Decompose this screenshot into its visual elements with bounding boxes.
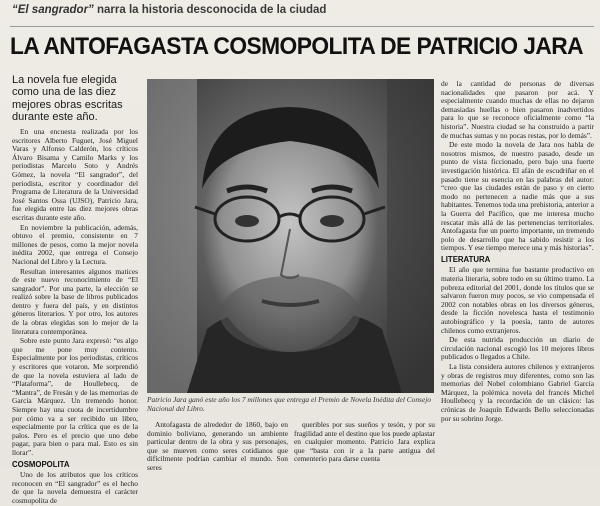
portrait-image [147, 79, 434, 393]
column-1 [12, 127, 138, 505]
column-3 [441, 80, 594, 465]
kicker-rule [10, 26, 594, 27]
paragraph: En una encuesta realizada por los escritores Alberto Fuguet, José Miguel Varas y Alfonso Calderón, los críticos Álvaro Bisama y Camilo Marks y los periodistas Marcelo Soto y Andrés Gómez, la novela “El sangrador”, del periodista, escritor y coordinador del Programa de Literatura de la Universidad José Santos Ossa (UJSO), Patricio Jara, fue elegida entre las diez mejores obras escritas durante este año. [12, 127, 138, 222]
paragraph: De esta nutrida producción un diario de circulación nacional escogió los 10 mejores libros publicados o llegados a Chile. [441, 335, 594, 362]
paragraph: La lista considera autores chilenos y extranjeros y obras de registros muy diferentes, como son las memorias del Nobel colombiano Gabriel García Márquez, la polémica novela del francés Michel Houllebecq y la recordación de un clásico: las crónicas de Joaquín Edwards Bello seleccionadas por su sobrino Jorge. [441, 362, 594, 423]
paragraph: Uno de los atributos que los críticos reconocen en “El sangrador” es el hecho de que la novela demuestra el carácter cosmopolita de [12, 470, 138, 505]
subhead-cosmopolita: COSMOPOLITA [12, 459, 70, 469]
author-photo [147, 79, 434, 393]
paragraph: Antofagasta de alrededor de 1860, bajo en dominio boliviano, generando un ambiente particular dentro de la obra y sus personajes, que se mueven como seres cotidianos que difícilmente podrían cambiar el mundo. Son seres [147, 420, 288, 472]
paragraph: Resultan interesantes algunos matices de este nuevo reconocimiento de “El sangrador”. Por una parte, la elección se realizó sobre la base de libros publicados dentro y fuera del país, y en distintos géneros literarios. Y por otro, los autores de la obras elegidas son lo mejor de la literatura contemporánea. [12, 266, 138, 336]
photo-caption: Patricio Jara ganó este año los 7 millones que entrega el Premio de Novela Inédita del Consejo Nacional del Libro. [147, 395, 431, 413]
paragraph: De este modo la novela de Jara nos habla de nosotros mismos, de nuestro pasado, desde un punto de vista ficcionado, pero bajo una fuerte investigación histórica. El afán de escudriñar en el pasado tiene su esencia en las palabras del autor: “creo que las ciudades están de paso y en cierto modo no pertenecen a nadie más que a sus habitantes. Tenemos toda una prehistoria, anterior a la Guerra del Pacífico, que me interesa mucho rescatar más allá de las pertenencias territoriales. Antofagasta fue un puerto importante, un tremendo polo de desarrollo que ha sabido resistir a los tiempos. Y ese tiempo merece una y más historias”. [441, 140, 594, 253]
kicker-text: narra la historia desconocida de la ciudad [97, 4, 327, 16]
kicker [12, 4, 326, 16]
paragraph: El año que termina fue bastante productivo en materia literaria, sobre todo en su último tramo. La pobreza editorial del 2001, donde los títulos que se salvaron fueron muy pocos, se vio compensada el 2002 con notables obras en los diversos géneros, desde la ficción novelesca hasta el testimonio autobiográfico y la poesía, tanto de autores chilenos como extranjeros. [441, 265, 594, 335]
paragraph: En noviembre la publicación, además, obtuvo el premio, consistente en 7 millones de pesos, como la mejor novela inédita 2002, que entrega el Consejo Nacional del Libro y la Lectura. [12, 222, 138, 266]
paragraph: queribles por sus sueños y tesón, y por su fragilidad ante el destino que los puede aplastar en cualquier momento. Patricio Jara explica que “basta con ir a la parte antigua del cementerio para darse cuenta [294, 420, 435, 464]
paragraph: de la cantidad de personas de diversas nacionalidades que pasaron por acá. Y especialmente cuando muchas de ellas no dejaron demasiadas huellas o bien pasaron inadvertidos para lo que se reconoce oficialmente como “la historia”. Nuestra ciudad se ha construido a partir de muchas sumas y no pocas restas, por lo demás”. [441, 79, 594, 140]
subhead-literatura: LITERATURA [441, 254, 491, 264]
deck: La novela fue elegida como una de las diez mejores obras escritas durante este año. [12, 74, 123, 123]
headline: LA ANTOFAGASTA COSMOPOLITA DE PATRICIO JARA [10, 33, 584, 60]
kicker-quote: “El sangrador” [12, 4, 94, 16]
column-2a [147, 420, 288, 472]
column-2b [294, 421, 435, 465]
paragraph: Sobre este punto Jara expresó: “es algo que me pone muy contento. Especialmente por los periodistas, críticos y escritores que votaron. Me sorprendió de que la novela estuviera al lado de “Plataforma”, de Houllebecq, de “Mantra”, de Fresán y de las memorias de García Márquez. Un tremendo honor. Siempre hay una cuota de incertidumbre por cómo va a ser recibido un libro, especialmente por la crítica que es de la palos. Pero es el precio que uno debe pagar, para bien o para mal. Esto es sin llorar”. [12, 336, 138, 457]
